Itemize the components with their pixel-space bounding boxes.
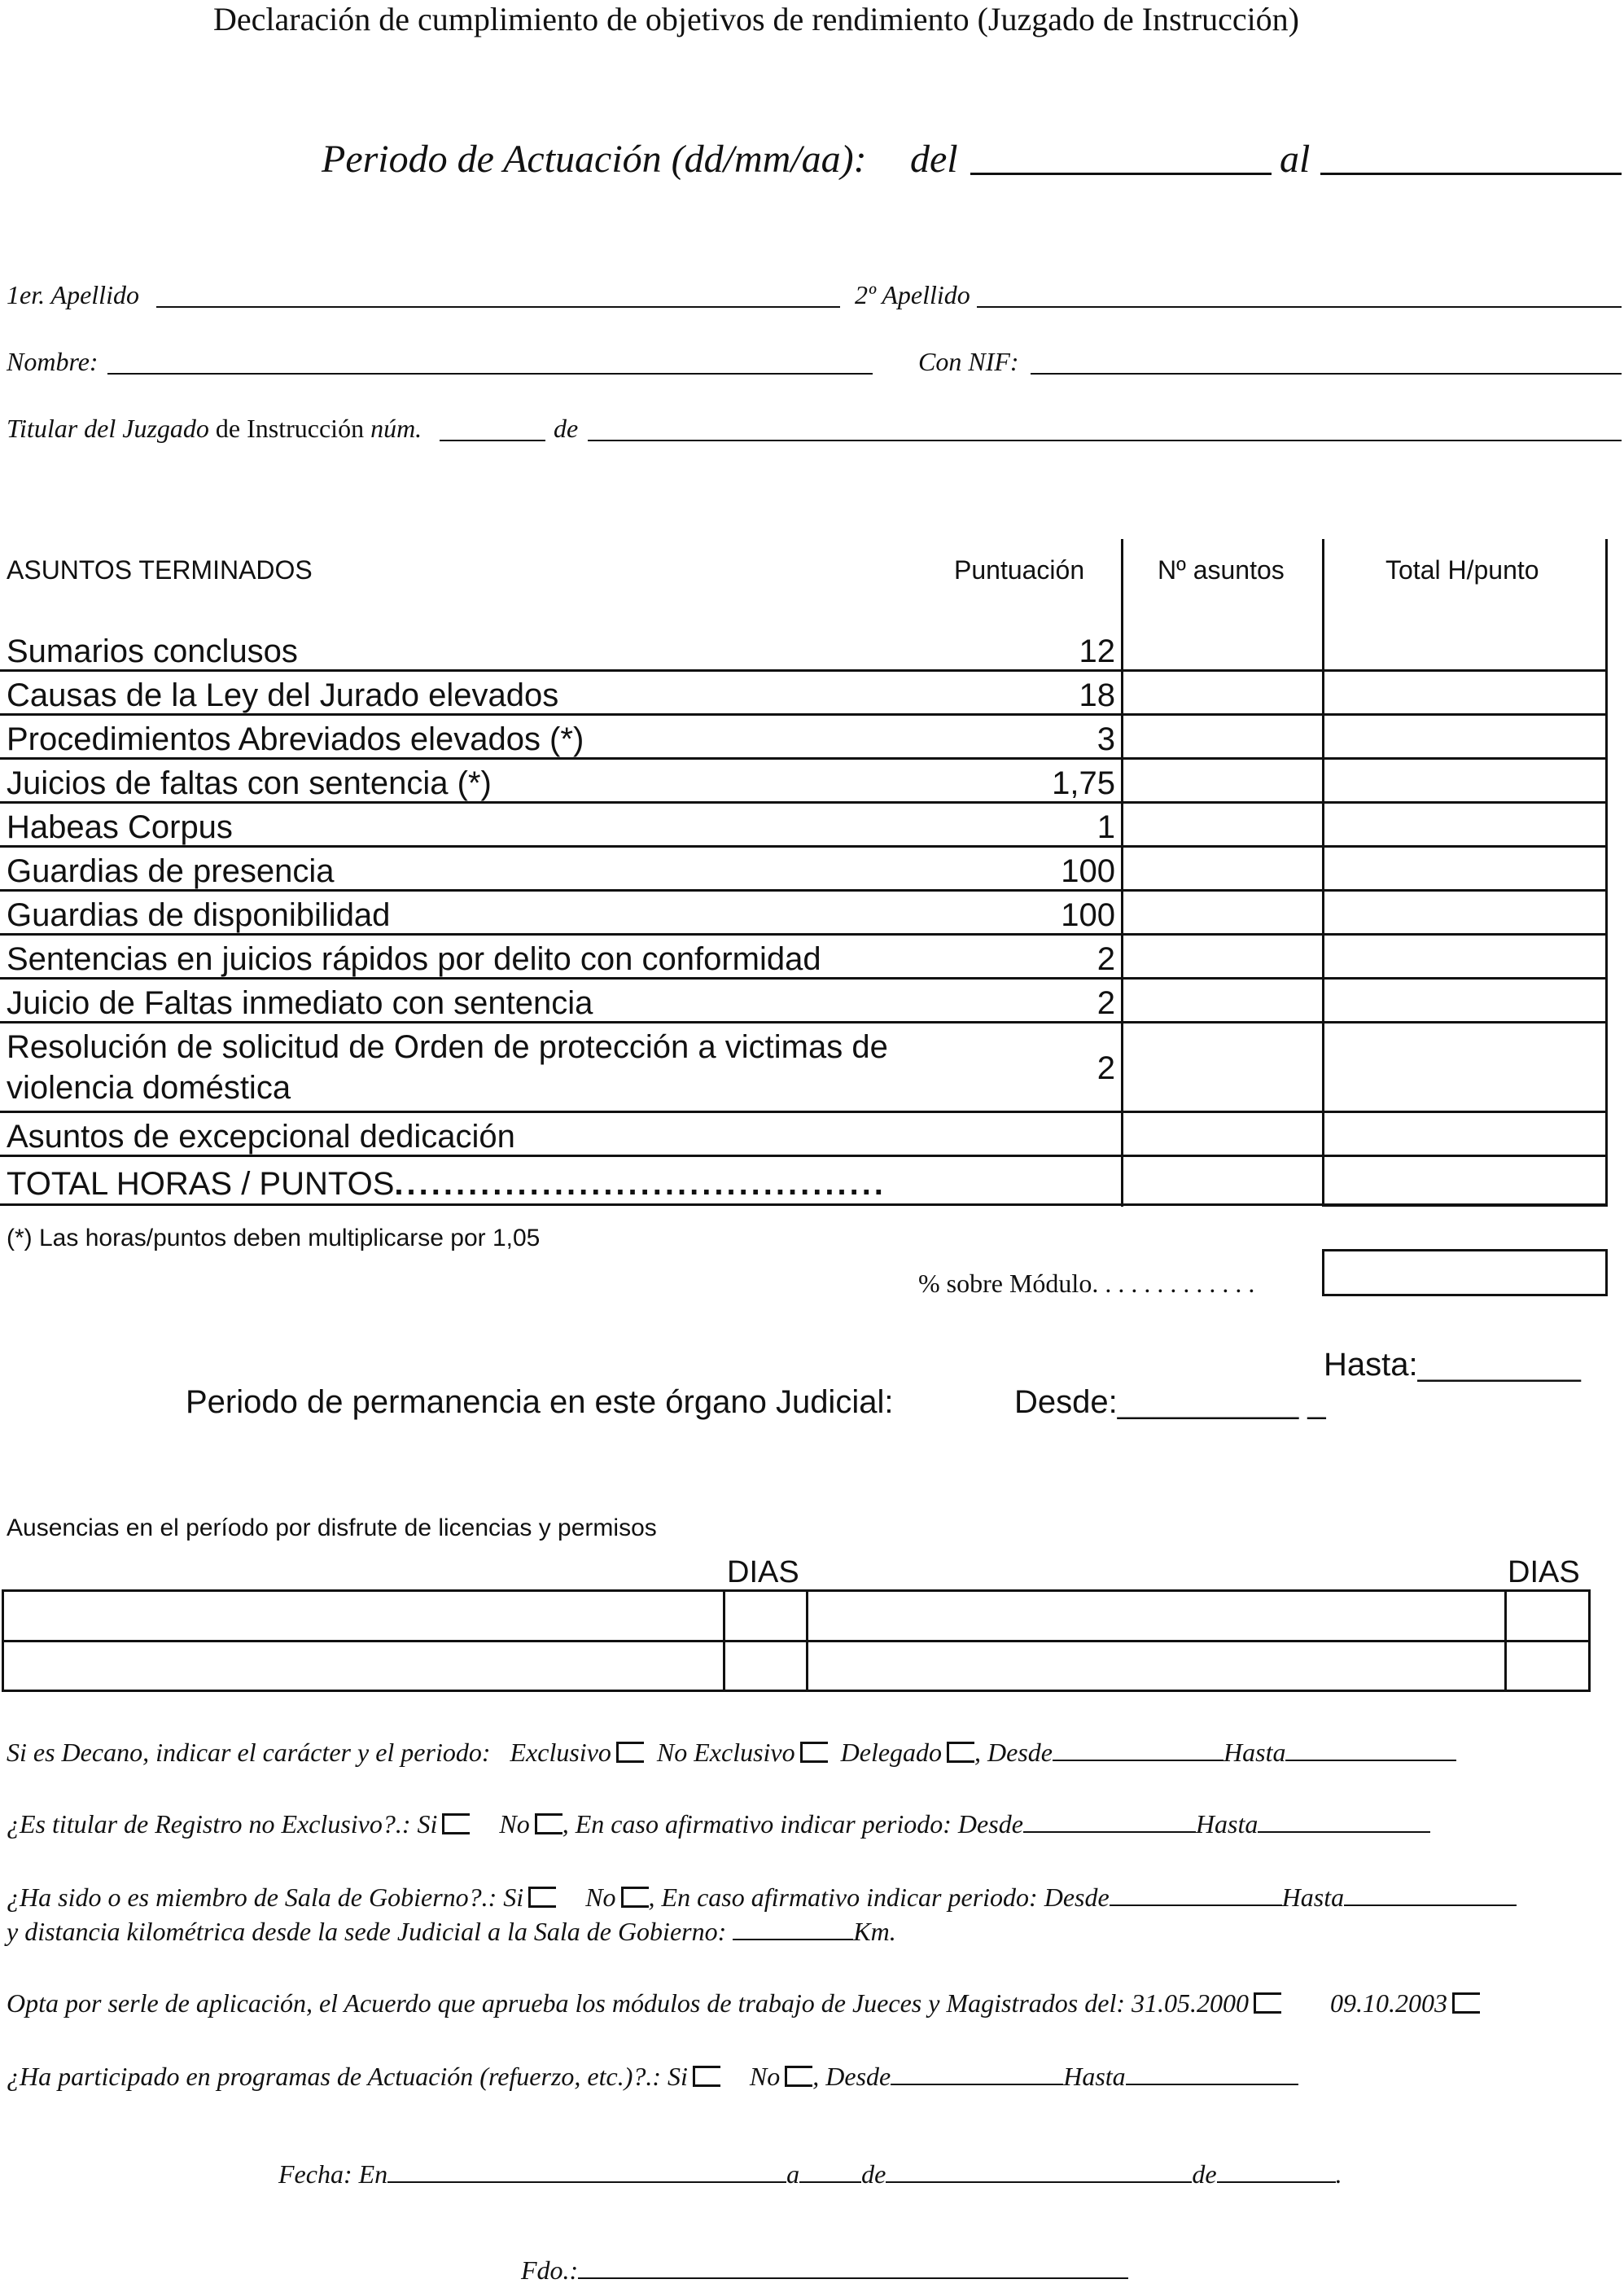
programas-line: ¿Ha participado en programas de Actuación (refuerzo, etc.)?.: Si No , Desde Hasta — [7, 2062, 1298, 2092]
programas-desde-field[interactable] — [891, 2084, 1063, 2085]
opta-2003-checkbox[interactable] — [1452, 1992, 1480, 2014]
table-row-divider — [0, 1111, 1608, 1113]
apellido2-field[interactable] — [977, 306, 1622, 308]
ausencias-col-divider — [806, 1589, 808, 1692]
ausencias-col-divider — [723, 1589, 725, 1692]
table-row-points: 1,75 — [1052, 765, 1115, 801]
header-total: Total H/punto — [1385, 555, 1539, 585]
ausencias-dias-1: DIAS — [727, 1555, 799, 1589]
ausencias-label: Ausencias en el período por disfrute de licencias y permisos — [7, 1514, 657, 1541]
sala-no-checkbox[interactable] — [621, 1887, 649, 1908]
registro-hasta-field[interactable] — [1258, 1831, 1430, 1833]
table-row-label: Juicio de Faltas inmediato con sentencia — [7, 985, 593, 1021]
fecha-lugar-field[interactable] — [387, 2181, 786, 2183]
programas-si-checkbox[interactable] — [693, 2066, 720, 2087]
apellido1-field[interactable] — [156, 306, 840, 308]
header-n-asuntos: Nº asuntos — [1158, 555, 1285, 585]
table-row-divider — [0, 1021, 1608, 1023]
table-row-divider — [0, 845, 1608, 848]
registro-desde-field[interactable] — [1023, 1831, 1196, 1833]
table-row-divider — [0, 713, 1608, 716]
table-row-divider — [0, 757, 1608, 760]
sala-si-checkbox[interactable] — [528, 1887, 556, 1908]
periodo-al: al — [1280, 138, 1311, 181]
table-row-points: 100 — [1061, 897, 1115, 933]
table-row-label: Sentencias en juicios rápidos por delito con conformidad — [7, 941, 821, 977]
firma-field[interactable] — [578, 2277, 1128, 2279]
opta-2000-checkbox[interactable] — [1254, 1992, 1281, 2014]
table-row-label: Procedimientos Abreviados elevados (*) — [7, 721, 584, 757]
table-row-label: Guardias de disponibilidad — [7, 897, 391, 933]
sala-km-field[interactable] — [733, 1939, 853, 1940]
total-label: TOTAL HORAS / PUNTOS........................................ — [7, 1166, 886, 1202]
table-row-label: Guardias de presencia — [7, 853, 335, 889]
table-row-label: violencia doméstica — [7, 1070, 291, 1106]
fecha-line: Fecha: En a de de . — [278, 2159, 1342, 2189]
registro-line: ¿Es titular de Registro no Exclusivo?.: Si No , En caso afirmativo indicar periodo: Desde Hasta — [7, 1809, 1430, 1839]
fecha-mes-field[interactable] — [886, 2181, 1192, 2183]
ausencias-motivo-2[interactable] — [7, 1645, 720, 1687]
programas-no-checkbox[interactable] — [785, 2066, 812, 2087]
table-row-points: 100 — [1061, 853, 1115, 889]
sala-distancia-line: y distancia kilométrica desde la sede Judicial a la Sala de Gobierno: Km. — [7, 1917, 896, 1946]
sala-line: ¿Ha sido o es miembro de Sala de Gobierno?.: Si No , En caso afirmativo indicar periodo: Desde Hasta — [7, 1883, 1517, 1913]
periodo-del-field[interactable] — [970, 173, 1272, 175]
table-row-divider — [0, 933, 1608, 936]
periodo-label: Periodo de Actuación (dd/mm/aa): — [322, 138, 867, 181]
periodo-del: del — [910, 138, 958, 181]
table-row-label: Causas de la Ley del Jurado elevados — [7, 677, 559, 713]
nif-label: Con NIF: — [918, 347, 1019, 376]
total-field[interactable] — [1322, 1155, 1608, 1207]
fecha-dia-field[interactable] — [799, 2181, 861, 2183]
apellido1-label: 1er. Apellido — [7, 280, 139, 309]
num-field[interactable] — [440, 440, 545, 441]
table-row-points: 3 — [1097, 721, 1115, 757]
table-vline-3 — [1605, 539, 1608, 1207]
ausencias-dias-field-2[interactable] — [728, 1645, 803, 1687]
decano-desde-field[interactable] — [1053, 1760, 1223, 1761]
table-vline-1 — [1121, 539, 1123, 1207]
decano-no-exclusivo-checkbox[interactable] — [800, 1742, 828, 1763]
sala-desde-field[interactable] — [1110, 1904, 1282, 1906]
table-row-points: 12 — [1079, 633, 1115, 669]
table-row-points: 2 — [1097, 985, 1115, 1021]
table-row-label: Sumarios conclusos — [7, 633, 298, 669]
ausencias-dias-2: DIAS — [1508, 1555, 1580, 1589]
page-title: Declaración de cumplimiento de objetivos de rendimiento (Juzgado de Instrucción) — [213, 1, 1300, 37]
opta-line: Opta por serle de aplicación, el Acuerdo que aprueba los módulos de trabajo de Jueces y Magistrados del: 31.05.2000 09.10.2003 — [7, 1988, 1486, 2018]
decano-line: Si es Decano, indicar el carácter y el periodo: Exclusivo No Exclusivo Delegado , Desde Hasta — [7, 1738, 1456, 1768]
programas-hasta-field[interactable] — [1126, 2084, 1298, 2085]
ausencias-motivo-4[interactable] — [811, 1645, 1501, 1687]
table-row-points: 1 — [1097, 809, 1115, 845]
ausencias-dias-field-4[interactable] — [1509, 1645, 1587, 1687]
table-row-label: Resolución de solicitud de Orden de protección a victimas de — [7, 1029, 888, 1065]
apellido2-label: 2º Apellido — [855, 280, 970, 309]
table-row-label: Asuntos de excepcional dedicación — [7, 1119, 515, 1155]
ausencias-motivo-3[interactable] — [811, 1594, 1501, 1637]
table-row-points: 2 — [1097, 941, 1115, 977]
de-label: de — [554, 414, 579, 443]
table-row-divider — [0, 889, 1608, 892]
table-vline-2 — [1322, 539, 1324, 1207]
juzgado-de-field[interactable] — [588, 440, 1622, 441]
table-row-label: Habeas Corpus — [7, 809, 233, 845]
nif-field[interactable] — [1031, 373, 1622, 375]
firma-line: Fdo.: — [521, 2255, 1128, 2286]
permanencia-label: Periodo de permanencia en este órgano Judicial: — [186, 1384, 894, 1420]
modulo-label: % sobre Módulo. . . . . . . . . . . . . — [918, 1269, 1255, 1298]
table-row-divider — [0, 669, 1608, 672]
periodo-al-field[interactable] — [1320, 173, 1622, 175]
header-puntuacion: Puntuación — [954, 555, 1085, 585]
modulo-field[interactable] — [1322, 1249, 1608, 1296]
registro-no-checkbox[interactable] — [535, 1813, 562, 1834]
table-row-points: 2 — [1097, 1050, 1115, 1086]
table-row-points: 18 — [1079, 677, 1115, 713]
decano-hasta-field[interactable] — [1285, 1760, 1456, 1761]
ausencias-col-divider — [1504, 1589, 1507, 1692]
permanencia-hasta[interactable]: Hasta:_________ — [1324, 1347, 1581, 1383]
note: (*) Las horas/puntos deben multiplicarse por 1,05 — [7, 1225, 541, 1251]
titular-label: Titular del Juzgado de Instrucción núm. — [7, 414, 422, 443]
ausencias-motivo-1[interactable] — [7, 1594, 720, 1637]
decano-exclusivo-checkbox[interactable] — [616, 1742, 644, 1763]
fecha-anio-field[interactable] — [1217, 2181, 1336, 2183]
table-row-divider — [0, 977, 1608, 980]
table-row-divider — [0, 801, 1608, 804]
ausencias-dias-field-1[interactable] — [728, 1594, 803, 1637]
ausencias-row-divider — [2, 1640, 1591, 1642]
ausencias-dias-field-3[interactable] — [1509, 1594, 1587, 1637]
registro-si-checkbox[interactable] — [442, 1813, 470, 1834]
permanencia-desde[interactable]: Desde:__________ _ — [1014, 1384, 1326, 1420]
header-asuntos: ASUNTOS TERMINADOS — [7, 555, 313, 585]
nombre-field[interactable] — [107, 373, 873, 375]
nombre-label: Nombre: — [7, 347, 98, 376]
table-row-label: Juicios de faltas con sentencia (*) — [7, 765, 492, 801]
decano-delegado-checkbox[interactable] — [947, 1742, 974, 1763]
sala-hasta-field[interactable] — [1344, 1904, 1517, 1906]
